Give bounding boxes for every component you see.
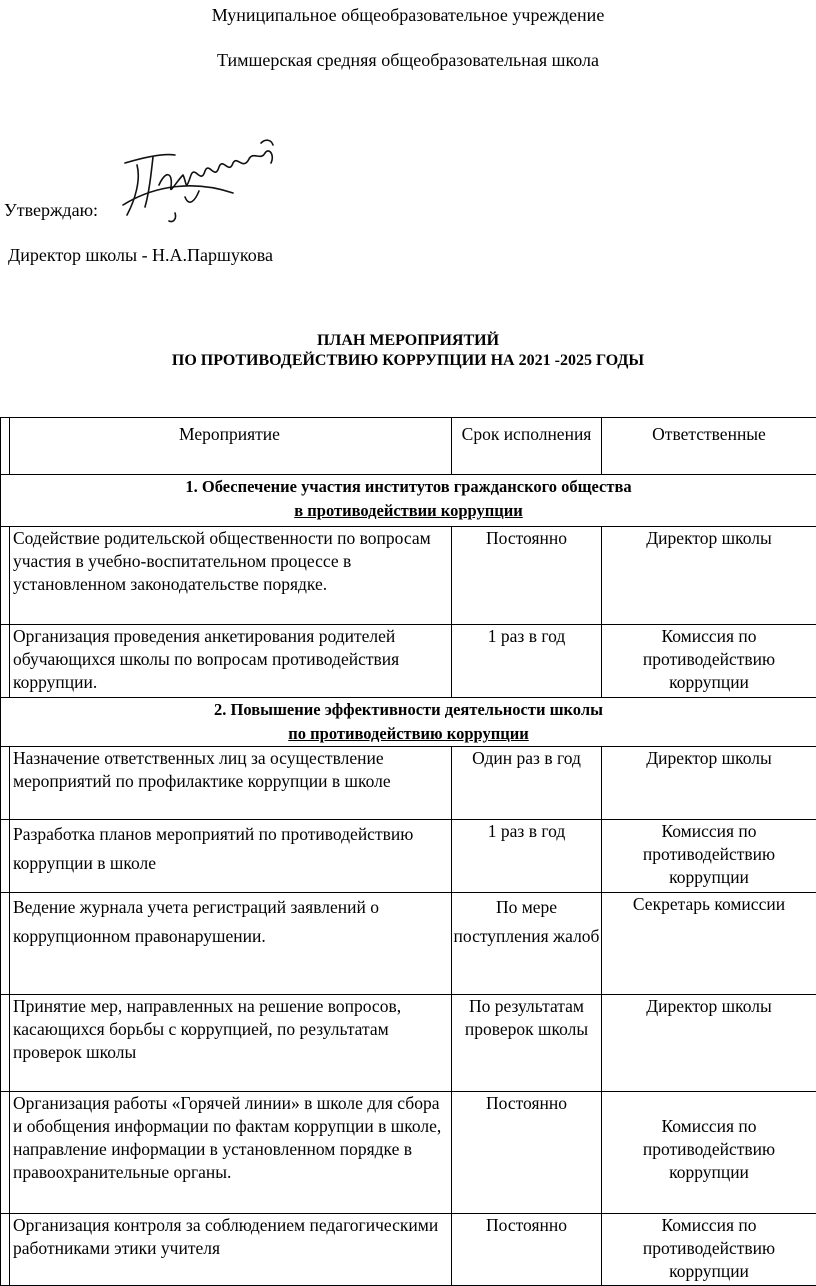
responsible-cell: Секретарь комиссии [602, 893, 816, 995]
plan-subtitle: ПО ПРОТИВОДЕЙСТВИЮ КОРРУПЦИИ НА 2021 -2025 ГОДЫ [0, 351, 816, 371]
row-gutter [1, 995, 10, 1092]
event-cell: Разработка планов мероприятий по противодействию коррупции в школе [10, 820, 452, 893]
table-row [1, 893, 816, 995]
responsible-cell: Комиссия по противодействию коррупции [602, 820, 816, 893]
event-cell: Содействие родительской общественности по вопросам участия в учебно-воспитательном процессе в установленном законодательстве порядке. [10, 527, 452, 625]
responsible-cell: Комиссия по противодействию коррупции [602, 1214, 816, 1286]
section-header-row [1, 698, 816, 747]
section-2-line1: 2. Повышение эффективности деятельности школы [1, 698, 816, 722]
responsible-cell: Директор школы [602, 995, 816, 1092]
responsible-cell: Комиссия по противодействию коррупции [602, 1092, 816, 1214]
term-cell: Один раз в год [452, 747, 602, 820]
responsible-cell: Комиссия по противодействию коррупции [602, 625, 816, 698]
section-header-row [1, 475, 816, 527]
row-gutter [1, 893, 10, 995]
row-gutter [1, 527, 10, 625]
term-cell: По мере поступления жалоб [452, 893, 602, 995]
event-cell: Назначение ответственных лиц за осуществление мероприятий по профилактике коррупции в школе [10, 747, 452, 820]
event-cell: Организация контроля за соблюдением педагогическими работниками этики учителя [10, 1214, 452, 1286]
row-gutter [1, 418, 10, 475]
term-cell: 1 раз в год [452, 820, 602, 893]
column-header-term: Срок исполнения [452, 418, 602, 475]
table-row [1, 820, 816, 893]
handwritten-signature [115, 135, 280, 225]
row-gutter [1, 625, 10, 698]
director-line: Директор школы - Н.А.Паршукова [8, 244, 273, 266]
section-1-title [1, 475, 816, 527]
row-gutter [1, 1214, 10, 1286]
row-gutter [1, 1092, 10, 1214]
table-row [1, 747, 816, 820]
event-cell: Организация проведения анкетирования родителей обучающихся школы по вопросам противодействия коррупции. [10, 625, 452, 698]
table-row [1, 1214, 816, 1286]
section-2-line2: по противодействию коррупции [1, 722, 816, 746]
column-header-event: Мероприятие [10, 418, 452, 475]
table-header-row [1, 418, 816, 475]
column-header-responsible: Ответственные [602, 418, 816, 475]
section-2-title [1, 698, 816, 747]
event-cell: Принятие мер, направленных на решение вопросов, касающихся борьбы с коррупцией, по результатам проверок школы [10, 995, 452, 1092]
table-row [1, 527, 816, 625]
term-cell: Постоянно [452, 527, 602, 625]
table-row [1, 625, 816, 698]
table-row [1, 1092, 816, 1214]
term-cell: Постоянно [452, 1214, 602, 1286]
term-cell: 1 раз в год [452, 625, 602, 698]
section-1-line2: в противодействии коррупции [1, 499, 816, 523]
row-gutter [1, 747, 10, 820]
row-gutter [1, 820, 10, 893]
responsible-cell: Директор школы [602, 527, 816, 625]
plan-table [0, 417, 816, 1286]
school-name: Тимшерская средняя общеобразовательная школа [0, 49, 816, 71]
approval-label: Утверждаю: [4, 199, 98, 221]
term-cell: Постоянно [452, 1092, 602, 1214]
section-1-line1: 1. Обеспечение участия институтов гражданского общества [1, 475, 816, 499]
event-cell: Ведение журнала учета регистраций заявлений о коррупционном правонарушении. [10, 893, 452, 995]
institution-type: Муниципальное общеобразовательное учреждение [0, 4, 816, 26]
event-cell: Организация работы «Горячей линии» в школе для сбора и обобщения информации по фактам коррупции в школе, направление информации в установленном порядке в правоохранительные органы. [10, 1092, 452, 1214]
plan-title: ПЛАН МЕРОПРИЯТИЙ [0, 331, 816, 351]
table-row [1, 995, 816, 1092]
responsible-cell: Директор школы [602, 747, 816, 820]
term-cell: По результатам проверок школы [452, 995, 602, 1092]
